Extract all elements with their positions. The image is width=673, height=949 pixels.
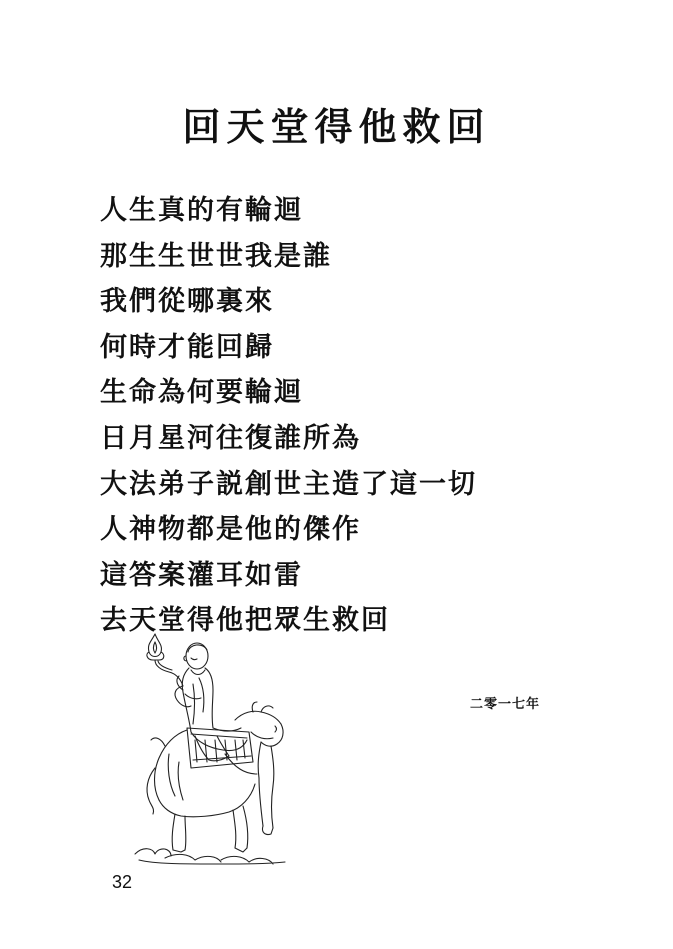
poem-line: 這答案灌耳如雷 bbox=[100, 559, 303, 591]
page-title: 回天堂得他救回 bbox=[182, 105, 491, 149]
poem-line: 那生生世世我是誰 bbox=[100, 240, 332, 272]
poem-line: 大法弟子説創世主造了這一切 bbox=[100, 468, 477, 500]
poem-line: 我們從哪裏來 bbox=[100, 286, 274, 318]
page-number: 32 bbox=[112, 872, 133, 892]
poem-line: 生命為何要輪迴 bbox=[100, 377, 303, 409]
poem-line: 何時才能回歸 bbox=[100, 331, 274, 363]
poem-line: 日月星河往復誰所為 bbox=[100, 422, 361, 454]
cloud-ground bbox=[135, 849, 285, 864]
poem-line: 人神物都是他的傑作 bbox=[100, 514, 361, 546]
poem-body bbox=[100, 190, 477, 646]
ox-figure bbox=[147, 702, 283, 852]
monk-figure bbox=[175, 643, 247, 761]
poem-date: 二零一七年 bbox=[470, 697, 541, 712]
poem-line: 人生真的有輪迴 bbox=[100, 195, 303, 226]
monk-riding-ox-illustration bbox=[125, 628, 295, 868]
poem-line: 去天堂得他把眾生救回 bbox=[100, 605, 390, 637]
